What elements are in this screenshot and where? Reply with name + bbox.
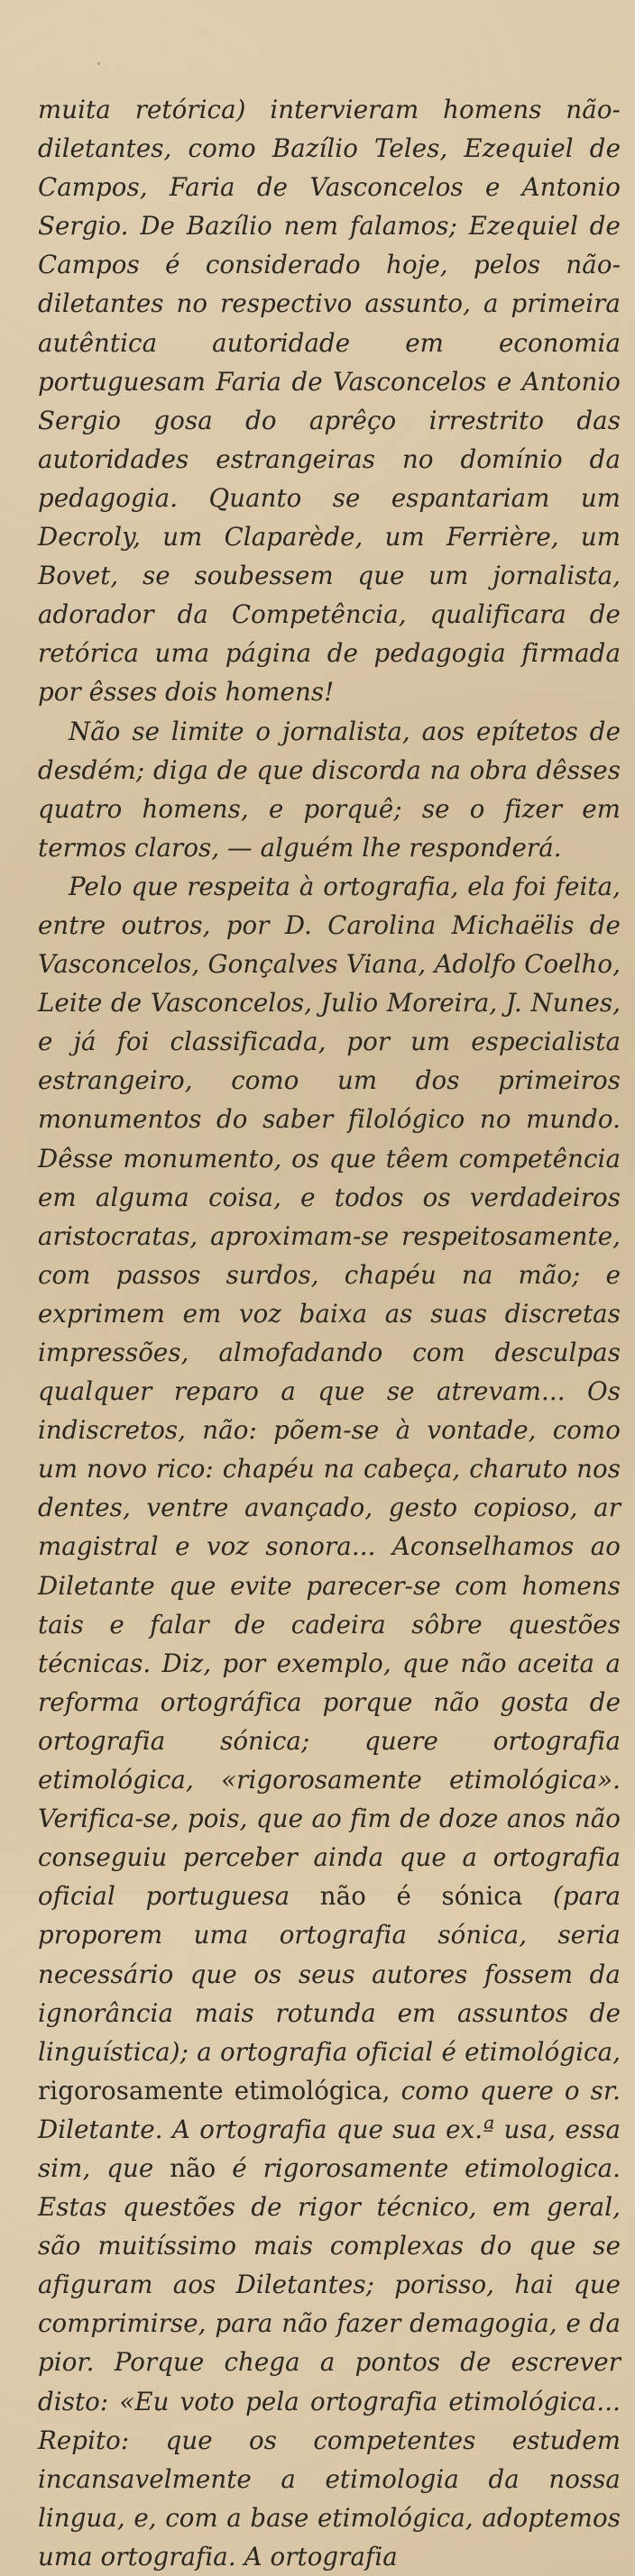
- text-segment: (para proporem uma ortografia sónica, seria necessário que os seus autores fossem da ignorância mais rotunda em assuntos de linguística); a ortografia oficial é etimológica,: [38, 1881, 621, 2067]
- text-segment: não é sónica: [319, 1881, 523, 1912]
- text-segment: não: [170, 2152, 216, 2183]
- text-segment: como quere o sr. Diletante. A ortografia que sua ex.ª usa, essa sim, que: [38, 2075, 621, 2183]
- paragraph-p2: [38, 712, 621, 867]
- paper-speck: [40, 622, 42, 625]
- text-segment: Não se limite o jornalista, aos epítetos de desdém; diga de que discorda na obra dêsses quatro homens, e porquê; se o fizer em termos claros, — alguém lhe responderá.: [38, 716, 621, 863]
- text-segment: rigorosamente etimológica,: [38, 2075, 391, 2106]
- paragraph-p1: [38, 90, 621, 712]
- text-segment: Pelo que respeita à ortografia, ela foi feita, entre outros, por D. Carolina Michaëlis de Vasconcelos, Gonçalves Viana, Adolfo Coelho, Leite de Vasconcelos, Julio Moreira, J. Nunes, e já foi classificada, por um especialista estrangeiro, como um dos primeiros monumentos do saber filológico no mundo. Dêsse monumento, os que têem competência em alguma coisa, e todos os verdadeiros aristocratas, aproximam-se respeitosamente, com passos surdos, chapéu na mão; e exprimem em voz baixa as suas discretas impressões, almofadando com desculpas qualquer reparo a que se atrevam... Os indiscretos, não: põem-se à vontade, como um novo rico: chapéu na cabeça, charuto nos dentes, ventre avançado, gesto copioso, ar magistral e voz sonora... Aconselhamos ao Diletante que evite parecer-se com homens tais e falar de cadeira sôbre questões técnicas. Diz, por exemplo, que não aceita a reforma ortográfica porque não gosta de ortografia sónica; quere ortografia etimológica, «rigorosamente etimológica». Verifica-se, pois, que ao fim de doze anos não conseguiu perceber ainda que a ortografia oficial portuguesa: [38, 871, 621, 1912]
- paragraph-p3: [38, 867, 621, 2576]
- text-body: [38, 90, 621, 2576]
- text-segment: é rigorosamente etimologica. Estas questões de rigor técnico, em geral, são muitíssimo mais complexas do que se afiguram aos Diletantes; porisso, hai que comprimirse, para não fazer demagogia, e da pior. Porque chega a pontos de escrever disto: «Eu voto pela ortografia etimológica... Repito: que os competentes estudem incansavelmente a etimologia da nossa lingua, e, com a base etimológica, adoptemos uma ortografia. A ortografia: [38, 2152, 621, 2571]
- document-page: [38, 90, 621, 2576]
- paper-speck: [97, 62, 100, 65]
- text-segment: muita retórica) intervieram homens não-diletantes, como Bazílio Teles, Ezequiel de Campos, Faria de Vasconcelos e Antonio Sergio. De Bazílio nem falamos; Ezequiel de Campos é considerado hoje, pelos não-diletantes no respectivo assunto, a primeira autêntica autoridade em economia portuguesam Faria de Vasconcelos e Antonio Sergio gosa do aprêço irrestrito das autoridades estrangeiras no domínio da pedagogia. Quanto se espantariam um Decroly, um Claparède, um Ferrière, um Bovet, se soubessem que um jornalista, adorador da Competência, qualificara de retórica uma página de pedagogia firmada por êsses dois homens!: [38, 95, 621, 708]
